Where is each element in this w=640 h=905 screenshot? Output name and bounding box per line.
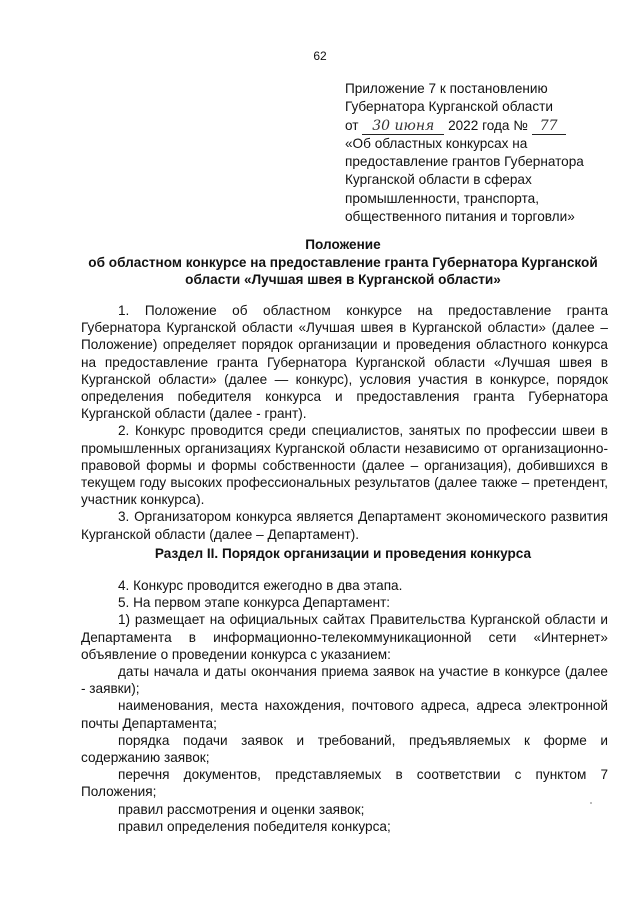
section-2-body <box>81 577 608 835</box>
appendix-line-1: Приложение 7 к постановлению <box>345 81 548 96</box>
section-1-body <box>81 302 608 543</box>
appendix-title-4: промышленности, транспорта, <box>345 190 539 206</box>
appendix-line-2: Губернатора Курганской области <box>345 99 553 115</box>
page-number: 62 <box>313 49 327 63</box>
list-item-winner-rules: правил определения победителя конкурса; <box>118 818 391 834</box>
section-2-title: Раздел II. Порядок организации и проведения конкурса <box>154 546 532 561</box>
year-text: 2022 года № <box>448 117 528 133</box>
appendix-title-3: Курганской области в сферах <box>345 172 532 188</box>
heading-line-2: об областном конкурсе на предоставление гранта Губернатора Курганской <box>88 254 598 270</box>
heading-line-3: области «Лучшая швея в Курганской области» <box>185 272 501 287</box>
from-label: от <box>345 117 359 133</box>
paragraph-5: 5. На первом этапе конкурса Департамент: <box>118 595 391 611</box>
appendix-date-line <box>345 117 620 135</box>
heading-line-1: Положение <box>305 237 381 252</box>
handwritten-number: 77 <box>532 119 566 135</box>
list-item-documents: перечня документов, представляемых в соответствии с пунктом 7 Положения; <box>81 767 608 800</box>
appendix-title-1: «Об областных конкурсах на <box>345 135 528 151</box>
handwritten-date: 30 июня <box>362 119 444 135</box>
paragraph-1: 1. Положение об областном конкурсе на предоставление гранта Губернатора Курганской области «Лучшая швея в Курганской области» (далее – Положение) определяет порядок организации и проведения областного конкурса на предоставление гранта Губернатора Курганской области «Лучшая швея в Курганской области» (далее — конкурс), условия участия в конкурсе, порядок определения победителя конкурса и предоставления гранта Губернатора Курганской области (далее - грант). <box>81 303 608 422</box>
list-item-order: порядка подачи заявок и требований, предъявляемых к форме и содержанию заявок; <box>81 732 608 766</box>
paragraph-4: 4. Конкурс проводится ежегодно в два этапа. <box>118 578 403 593</box>
list-item-review-rules: правил рассмотрения и оценки заявок; <box>118 801 365 817</box>
paragraph-5-1: 1) размещает на официальных сайтах Правительства Курганской области и Департамента в информационно-телекоммуникационной сети «Интернет» объявление о проведении конкурса с указанием: <box>81 612 608 662</box>
document-heading <box>72 236 614 289</box>
paragraph-2: 2. Конкурс проводится среди специалистов, занятых по профессии швеи в промышленных организациях Курганской области независимо от организационно-правовой формы и формы собственности (далее – организация), добившихся в текущем году высоких профессиональных результатов (далее также – претендент, участник конкурса). <box>81 423 608 508</box>
appendix-block <box>345 80 620 226</box>
paragraph-3: 3. Организатором конкурса является Департамент экономического развития Курганской области (далее – Департамент). <box>81 509 608 542</box>
list-item-dates: даты начала и даты окончания приема заявок на участие в конкурсе (далее - заявки); <box>81 664 608 697</box>
scan-speck <box>590 802 592 804</box>
list-item-names: наименования, места нахождения, почтового адреса, адреса электронной почты Департамента; <box>81 698 608 731</box>
appendix-title-2: предоставление грантов Губернатора <box>345 154 584 170</box>
appendix-title-5: общественного питания и торговли» <box>345 209 575 225</box>
